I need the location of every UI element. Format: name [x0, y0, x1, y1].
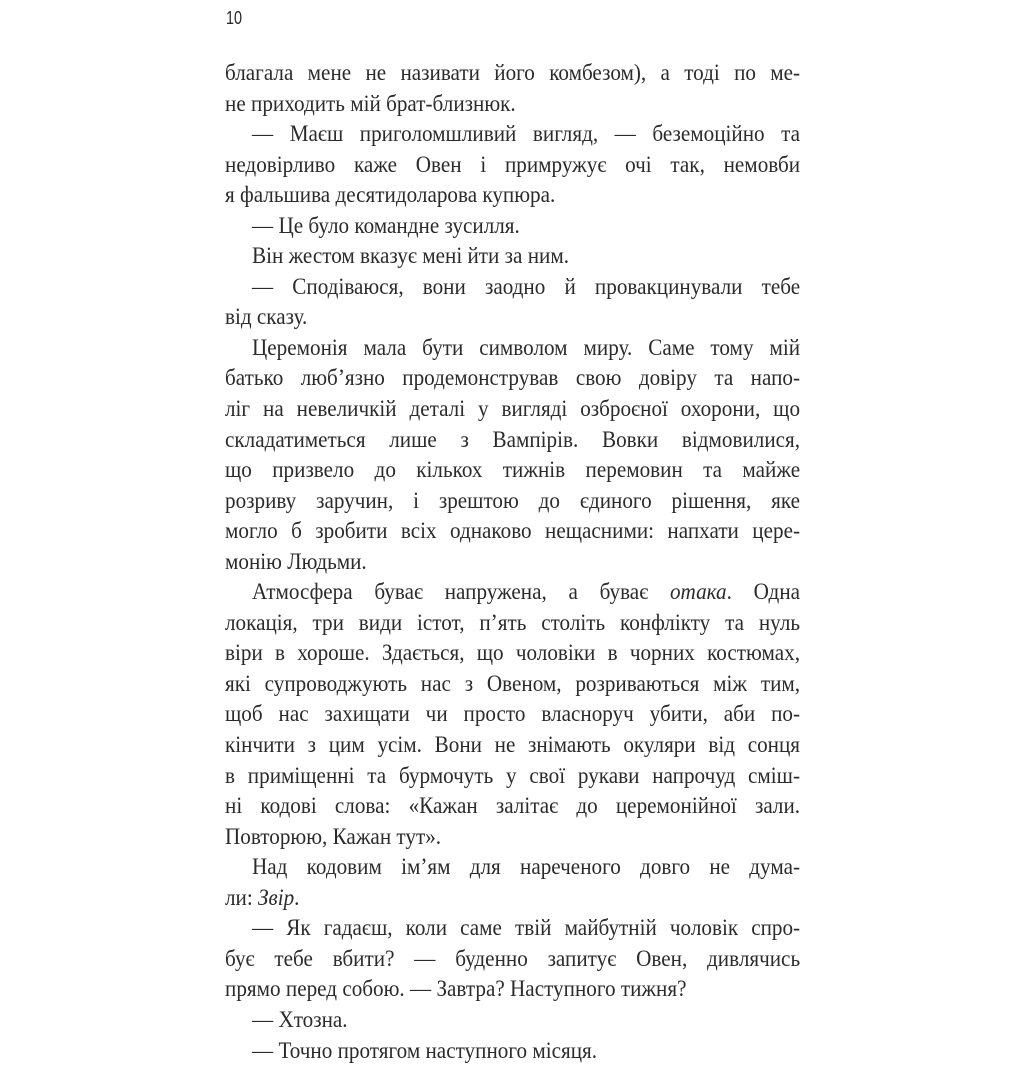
text-line: — Як гадаєш, коли саме твій майбутній чоловік спро- — [225, 913, 800, 944]
text-line: складатиметься лише з Вампірів. Вовки відмовилися, — [225, 425, 800, 456]
text-line: не приходить мій брат-близнюк. — [225, 89, 743, 120]
page-number: 10 — [226, 8, 242, 29]
text-line: батько люб’язно продемонстрував свою довіру та напо- — [225, 363, 800, 394]
text-line: недовірливо каже Овен і примружує очі так, немовби — [225, 150, 800, 181]
text-line: Над кодовим ім’ям для нареченого довго не дума- — [225, 852, 800, 883]
text-line: Він жестом вказує мені йти за ним. — [225, 241, 743, 272]
text-line: прямо перед собою. — Завтра? Наступного тижня? — [225, 974, 743, 1005]
text-line: бує тебе вбити? — буденно запитує Овен, дивлячись — [225, 944, 800, 975]
text-line: які супроводжують нас з Овеном, розриваються між тим, — [225, 669, 800, 700]
text-line: ліг на невеличкій деталі у вигляді озброєної охорони, що — [225, 394, 800, 425]
text-line: локація, три види істот, п’ять століть конфлікту та нуль — [225, 608, 800, 639]
text-line: благала мене не називати його комбезом), а тоді по ме- — [225, 58, 800, 89]
text-line: монію Людьми. — [225, 547, 743, 578]
text-line: могло б зробити всіх однаково нещасними: напхати цере- — [225, 516, 800, 547]
text-line: віри в хороше. Здається, що чоловіки в чорних костюмах, — [225, 638, 800, 669]
text-line: розриву заручин, і зрештою до єдиного рішення, яке — [225, 486, 800, 517]
text-line: кінчити з цим усім. Вони не знімають окуляри від сонця — [225, 730, 800, 761]
text-line: в приміщенні та бурмочуть у свої рукави напрочуд сміш- — [225, 761, 800, 792]
text-line: Церемонія мала бути символом миру. Саме тому мій — [225, 333, 800, 364]
text-line: — Точно протягом наступного місяця. — [225, 1036, 743, 1066]
text-line: Повторюю, Кажан тут». — [225, 822, 743, 853]
text-line: — Це було командне зусилля. — [225, 211, 743, 242]
text-line: від сказу. — [225, 302, 743, 333]
text-line: Атмосфера буває напружена, а буває отака. Одна — [225, 577, 800, 608]
text-line: що призвело до кількох тижнів перемовин та майже — [225, 455, 800, 486]
text-line: я фальшива десятидоларова купюра. — [225, 180, 743, 211]
text-line: ли: Звір. — [225, 883, 743, 914]
text-line: — Хтозна. — [225, 1005, 743, 1036]
text-line: щоб нас захищати чи просто власноруч убити, аби по- — [225, 699, 800, 730]
text-line: — Маєш приголомшливий вигляд, — беземоційно та — [225, 119, 800, 150]
text-line: — Сподіваюся, вони заодно й провакцинували тебе — [225, 272, 800, 303]
text-line: ні кодові слова: «Кажан залітає до церемонійної зали. — [225, 791, 800, 822]
body-text — [225, 58, 800, 1066]
